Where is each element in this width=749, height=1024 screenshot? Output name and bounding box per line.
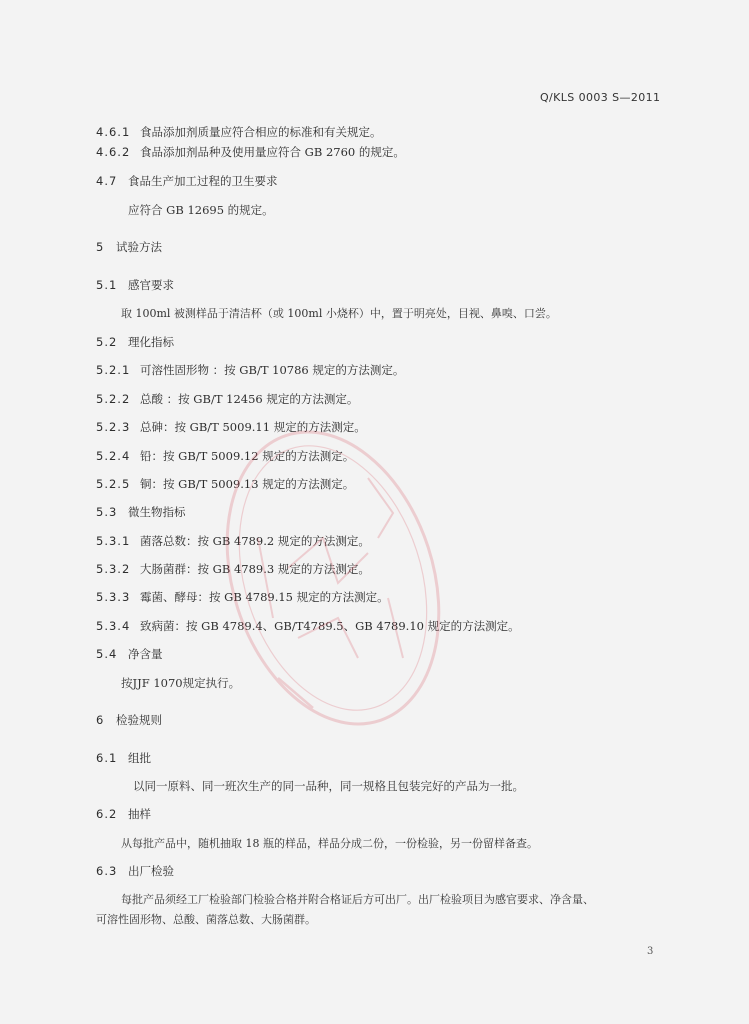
clause-number: 4.6.2 [96, 145, 131, 159]
clause-text: 铜：按 GB/T 5009.13 规定的方法测定。 [140, 477, 355, 491]
paragraph-batching: 以同一原料、同一班次生产的同一品种，同一规格且包装完好的产品为一批。 [133, 779, 524, 793]
clause-number: 5.1 [96, 278, 118, 292]
paragraph-sampling: 从每批产品中，随机抽取 18 瓶的样品，样品分成二份，一份检验，另一份留样备查。 [121, 837, 538, 850]
clause-text: 大肠菌群：按 GB 4789.3 规定的方法测定。 [140, 562, 370, 576]
clause-heading: 净含量 [128, 647, 163, 661]
clause-heading: 微生物指标 [128, 505, 186, 519]
clause-5-3-4 [96, 618, 520, 634]
clause-number: 5.2.4 [96, 449, 131, 463]
section-heading: 检验规则 [116, 713, 162, 727]
clause-6-3 [96, 863, 174, 879]
clause-5-3-1 [96, 533, 370, 549]
clause-number: 5.3.2 [96, 562, 131, 576]
clause-5-2-3 [96, 419, 366, 435]
clause-number: 5.3.4 [96, 619, 131, 633]
clause-text: 总砷：按 GB/T 5009.11 规定的方法测定。 [140, 420, 366, 434]
clause-5-2-2 [96, 391, 358, 407]
clause-4-7 [96, 173, 278, 189]
clause-5-3 [96, 504, 186, 520]
document-code: Q/KLS 0003 S—2011 [540, 91, 661, 104]
clause-heading: 抽样 [128, 807, 151, 821]
clause-5-1 [96, 277, 174, 293]
clause-5-2-4 [96, 448, 354, 464]
clause-text: 食品添加剂品种及使用量应符合 GB 2760 的规定。 [140, 145, 405, 159]
clause-number: 6.3 [96, 864, 118, 878]
clause-6-2 [96, 806, 151, 822]
clause-number: 4.7 [96, 174, 118, 188]
clause-number: 4.6.1 [96, 125, 131, 139]
clause-number: 5.2 [96, 335, 118, 349]
clause-number: 6.1 [96, 751, 118, 765]
clause-heading: 组批 [128, 751, 151, 765]
clause-5-3-2 [96, 561, 370, 577]
clause-5-3-3 [96, 589, 389, 605]
section-heading: 试验方法 [116, 240, 162, 254]
clause-number: 5.2.3 [96, 420, 131, 434]
clause-5-2-1 [96, 362, 404, 378]
clause-number: 5.2.1 [96, 363, 131, 377]
clause-text: 可溶性固形物 ：按 GB/T 10786 规定的方法测定。 [140, 363, 405, 377]
clause-5-2-5 [96, 476, 354, 492]
clause-number: 5.2.2 [96, 392, 131, 406]
clause-number: 5.3.3 [96, 590, 131, 604]
clause-6-1 [96, 750, 151, 766]
clause-heading: 感官要求 [128, 278, 174, 292]
clause-text: 铅：按 GB/T 5009.12 规定的方法测定。 [140, 449, 355, 463]
company-seal-stamp [218, 418, 448, 738]
section-5 [96, 239, 162, 255]
clause-text: 霉菌、酵母：按 GB 4789.15 规定的方法测定。 [140, 590, 389, 604]
paragraph-gb12695: 应符合 GB 12695 的规定。 [128, 203, 274, 217]
clause-number: 5.3 [96, 505, 118, 519]
clause-5-4 [96, 646, 163, 662]
clause-text: 菌落总数：按 GB 4789.2 规定的方法测定。 [140, 534, 370, 548]
clause-heading: 食品生产加工过程的卫生要求 [128, 174, 278, 188]
clause-heading: 出厂检验 [128, 864, 174, 878]
clause-number: 5.4 [96, 647, 118, 661]
clause-4-6-2 [96, 144, 405, 160]
clause-number: 5.3.1 [96, 534, 131, 548]
clause-text: 总酸 ：按 GB/T 12456 规定的方法测定。 [140, 392, 359, 406]
paragraph-jjf1070: 按JJF 1070规定执行。 [121, 676, 241, 690]
paragraph-factory-inspection-1: 每批产品须经工厂检验部门检验合格并附合格证后方可出厂。出厂检验项目为感官要求、净含量、 [121, 893, 594, 906]
clause-4-6-1 [96, 124, 382, 140]
paragraph-factory-inspection-2: 可溶性固形物、总酸、菌落总数、大肠菌群。 [96, 913, 316, 926]
clause-5-2 [96, 334, 174, 350]
clause-heading: 理化指标 [128, 335, 174, 349]
clause-number: 5.2.5 [96, 477, 131, 491]
section-6 [96, 712, 162, 728]
paragraph-sensory: 取 100ml 被测样品于清洁杯（或 100ml 小烧杯）中，置于明亮处，目视、鼻嗅、口尝。 [121, 307, 557, 320]
clause-number: 6.2 [96, 807, 118, 821]
clause-text: 致病菌：按 GB 4789.4、GB/T4789.5、GB 4789.10 规定的方法测定。 [140, 619, 520, 633]
page-number: 3 [647, 946, 654, 957]
section-number: 5 [96, 240, 105, 254]
section-number: 6 [96, 713, 105, 727]
clause-text: 食品添加剂质量应符合相应的标准和有关规定。 [140, 125, 382, 139]
